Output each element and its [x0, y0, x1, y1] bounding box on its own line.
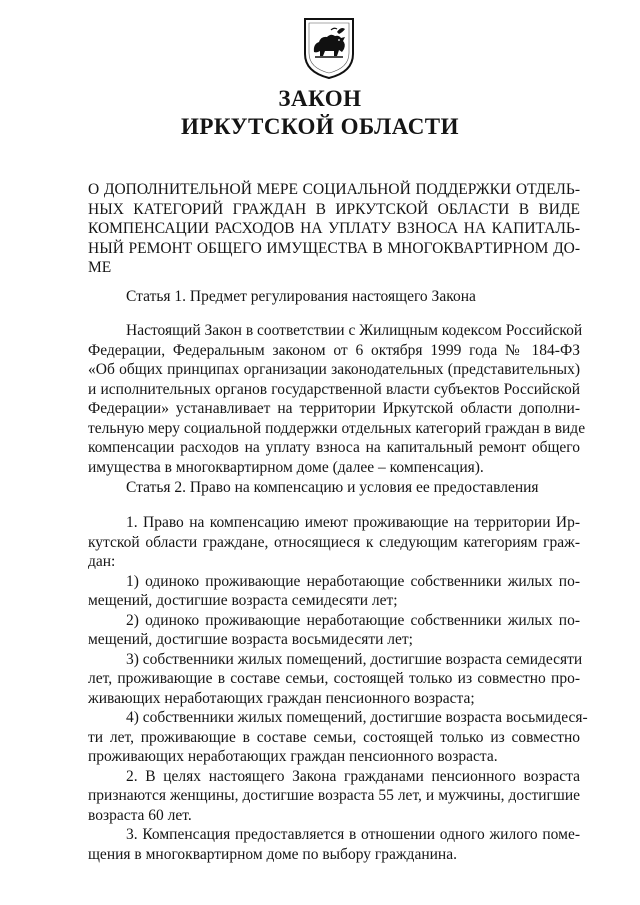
- paragraph-line: 4) собственники жилых помещений, достигшие возраста восьмидеся-: [126, 709, 588, 726]
- paragraph-line: «Об общих принципах организации законодательных (представительных): [88, 361, 580, 378]
- article2-body: [88, 513, 588, 864]
- law-heading: [88, 180, 580, 278]
- paragraph-line: 2. В целях настоящего Закона гражданами пенсионного возраста: [126, 767, 580, 785]
- paragraph-line: 1) одиноко проживающие неработающие собственники жилых по-: [126, 572, 580, 590]
- paragraph-line: лет, проживающие в составе семьи, состоящей только из совместно про-: [88, 670, 580, 687]
- paragraph-line: Настоящий Закон в соответствии с Жилищным кодексом Российской: [126, 322, 583, 339]
- coat-of-arms-icon: [301, 16, 357, 80]
- paragraph-line: 1. Право на компенсацию имеют проживающие на территории Ир-: [126, 514, 580, 531]
- paragraph-line: проживающих неработающих граждан пенсионного возраста.: [88, 748, 498, 765]
- paragraph-line: имущества в многоквартирном доме (далее – компенсация).: [88, 458, 484, 476]
- heading-line: О ДОПОЛНИТЕЛЬНОЙ МЕРЕ СОЦИАЛЬНОЙ ПОДДЕРЖКИ ОТДЕЛЬ-: [88, 181, 580, 198]
- heading-line: НЫХ КАТЕГОРИЙ ГРАЖДАН В ИРКУТСКОЙ ОБЛАСТИ В ВИДЕ: [88, 200, 580, 218]
- article1-body: [88, 321, 586, 477]
- heading-line: КОМПЕНСАЦИИ РАСХОДОВ НА УПЛАТУ ВЗНОСА НА КАПИТАЛЬ-: [88, 220, 580, 237]
- paragraph-line: 2) одиноко проживающие неработающие собственники жилых по-: [126, 611, 580, 629]
- article1-section: [88, 287, 580, 307]
- paragraph-line: 3) собственники жилых помещений, достигшие возраста семидесяти: [126, 650, 583, 668]
- paragraph-line: и исполнительных органов государственной власти субъектов Российской: [88, 380, 580, 398]
- paragraph-line: кутской области граждане, относящиеся к следующим категориям граж-: [88, 533, 580, 551]
- article2-title: Статья 2. Право на компенсацию и условия ее предоставления: [126, 479, 539, 496]
- title-region: ИРКУТСКОЙ ОБЛАСТИ: [180, 114, 460, 139]
- paragraph-line: Федерации» устанавливает на территории Иркутской области дополни-: [88, 400, 580, 417]
- paragraph-line: возраста 60 лет.: [88, 806, 192, 824]
- paragraph-line: щения в многоквартирном доме по выбору гражданина.: [88, 845, 457, 863]
- paragraph-line: мещений, достигшие возраста семидесяти лет;: [88, 592, 398, 609]
- article1-title: Статья 1. Предмет регулирования настоящего Закона: [126, 288, 476, 305]
- paragraph-line: тельную меру социальной поддержки отдельных категорий граждан в виде: [88, 419, 586, 437]
- paragraph-line: мещений, достигшие возраста восьмидесяти лет;: [88, 631, 413, 648]
- paragraph-line: Федерации, Федеральным законом от 6 октября 1999 года № 184-ФЗ: [88, 341, 580, 359]
- paragraph-line: ти лет, проживающие в составе семьи, состоящей только из совместно: [88, 728, 580, 746]
- paragraph-line: живающих неработающих граждан пенсионного возраста;: [88, 689, 475, 707]
- paragraph-line: 3. Компенсация предоставляется в отношении одного жилого поме-: [126, 826, 580, 843]
- paragraph-line: компенсации расходов на уплату взноса на капитальный ремонт общего: [88, 439, 580, 456]
- heading-line: МЕ: [88, 259, 112, 276]
- paragraph-line: признаются женщины, достигшие возраста 55 лет, и мужчины, достигшие: [88, 787, 580, 804]
- heading-line: НЫЙ РЕМОНТ ОБЩЕГО ИМУЩЕСТВА В МНОГОКВАРТИРНОМ ДО-: [88, 239, 580, 257]
- article2-section: [88, 478, 580, 498]
- title-law: ЗАКОН: [278, 86, 362, 111]
- paragraph-line: дан:: [88, 553, 116, 570]
